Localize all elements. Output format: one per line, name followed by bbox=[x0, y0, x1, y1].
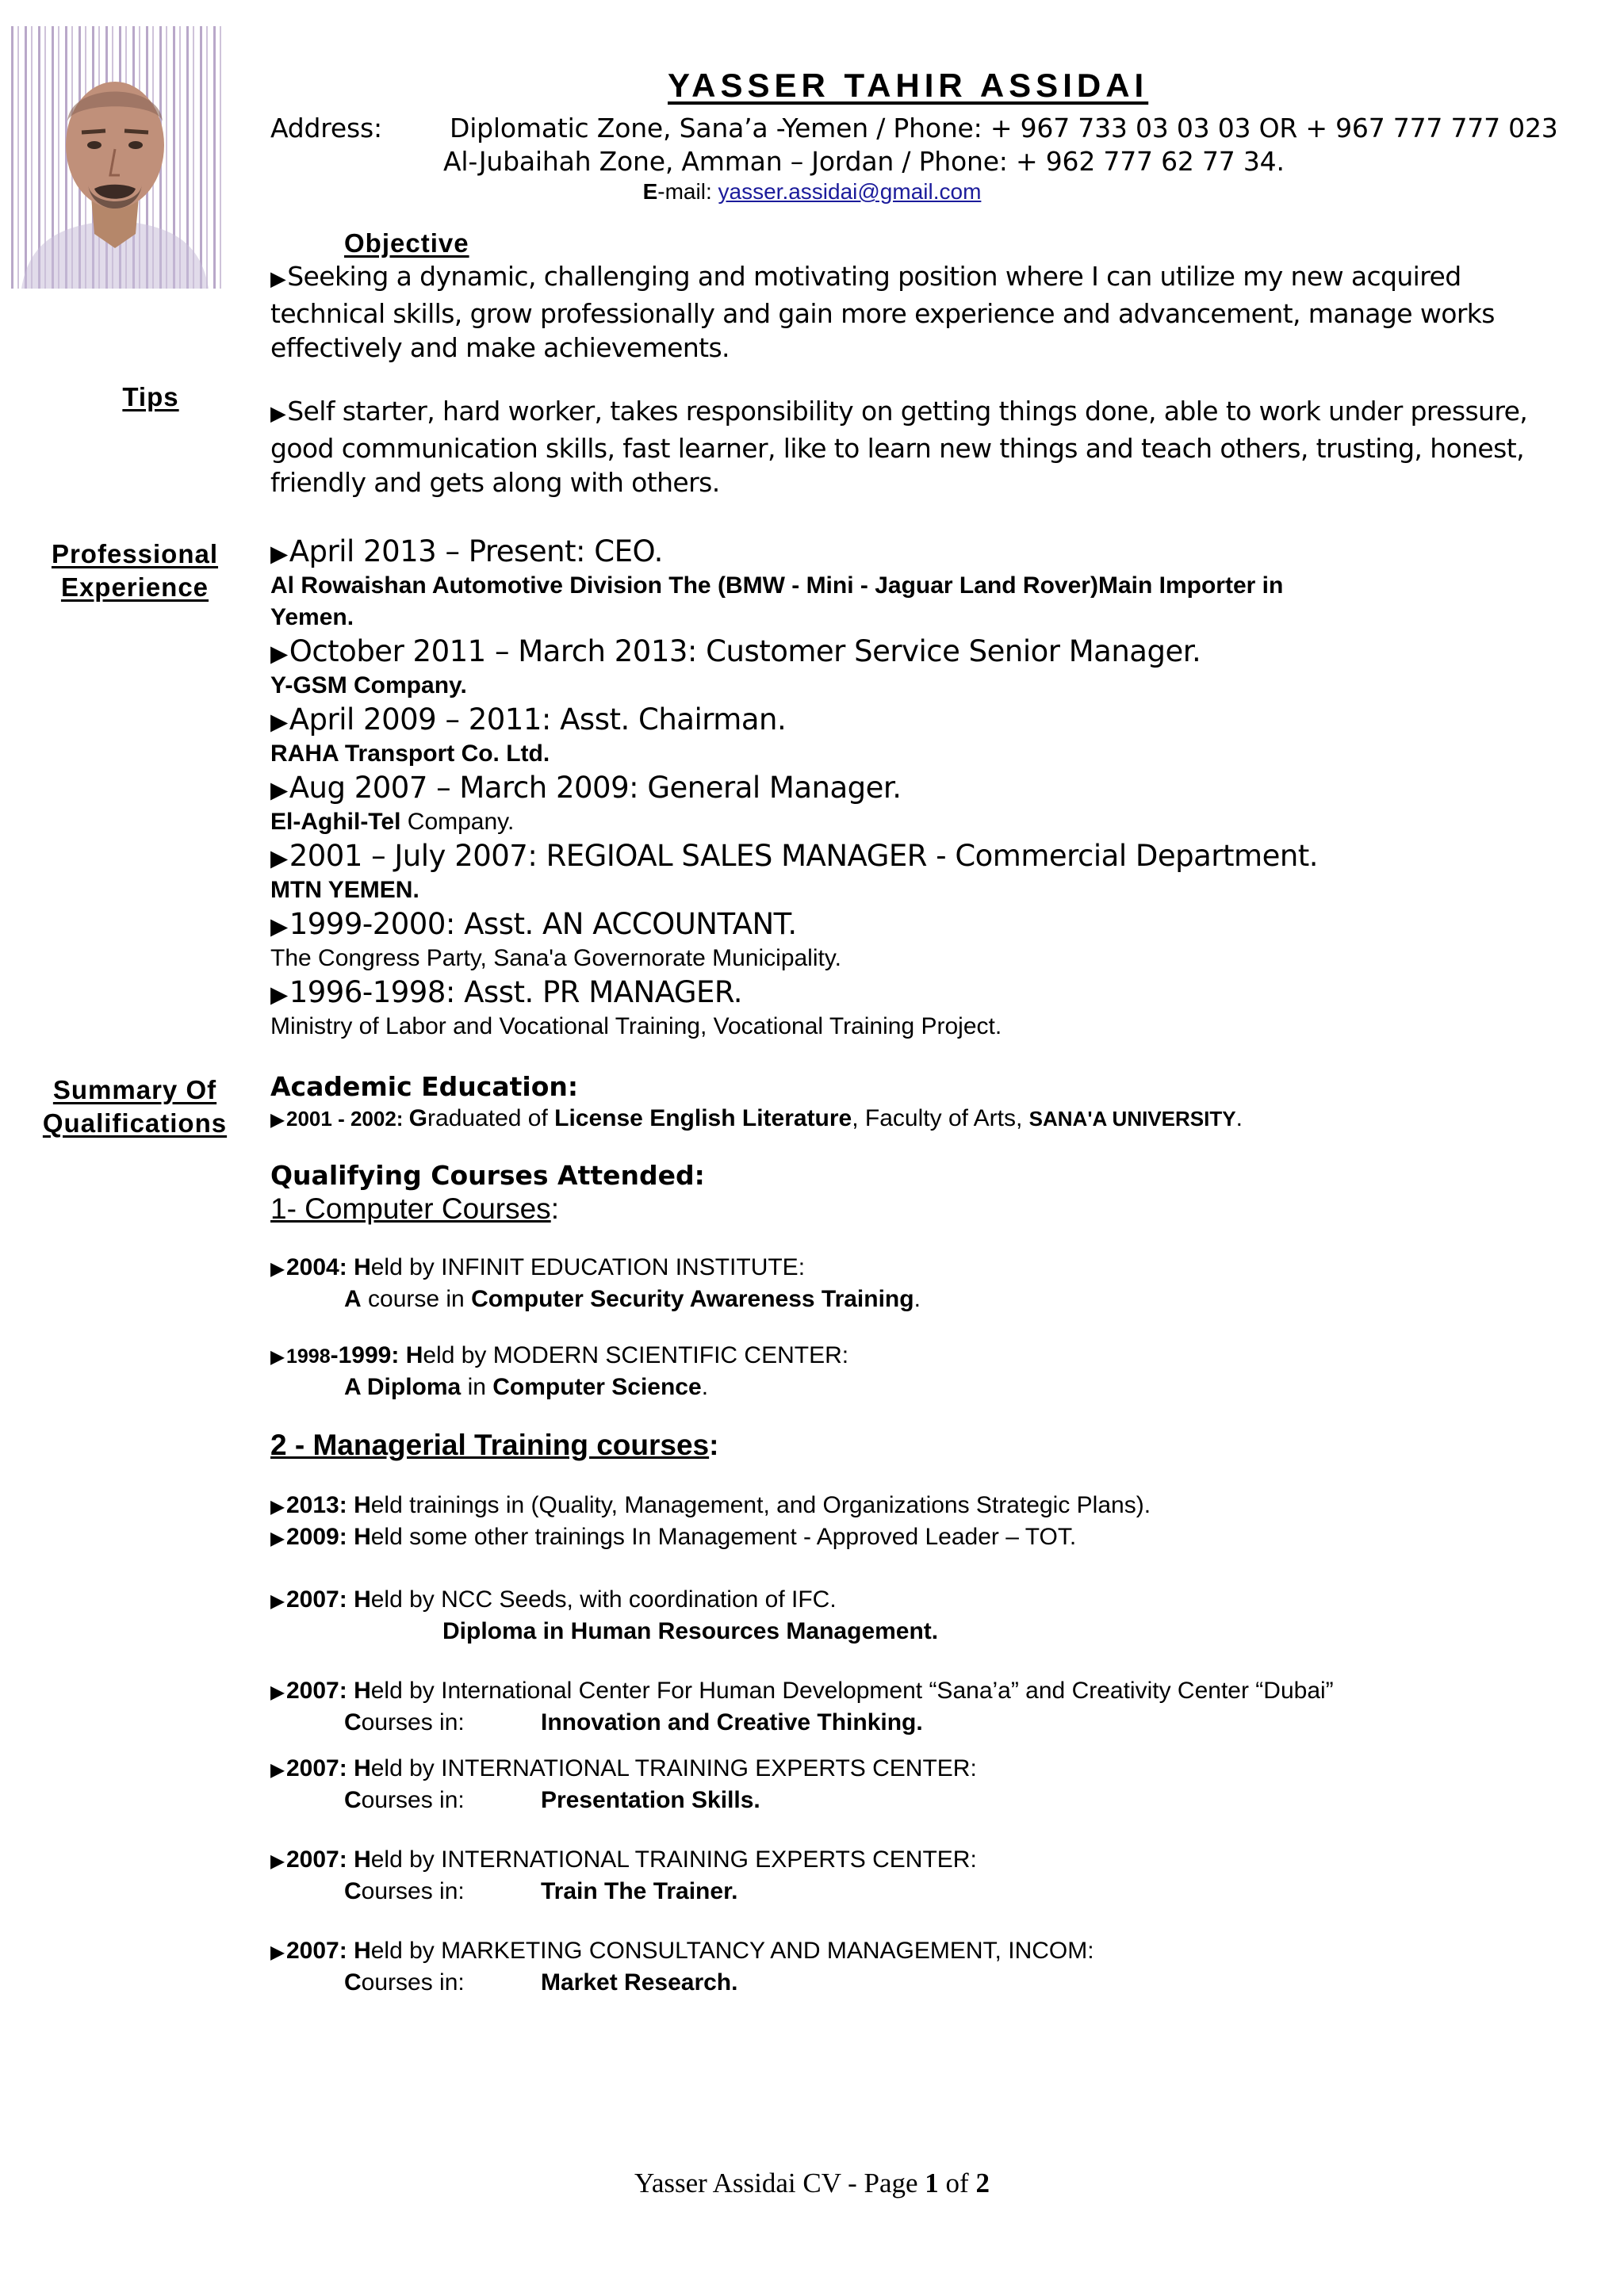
training-course-name: Innovation and Creative Thinking. bbox=[541, 1709, 923, 1735]
triangle-bullet-icon: ▶ bbox=[270, 844, 288, 871]
course-provider: eld by INFINIT EDUCATION INSTITUTE: bbox=[370, 1254, 806, 1280]
training-course-name: Train The Trainer. bbox=[541, 1878, 738, 1904]
courses-heading: Qualifying Courses Attended: bbox=[270, 1160, 705, 1191]
email-label: -mail: bbox=[657, 179, 718, 204]
triangle-bullet-icon: ▶ bbox=[270, 267, 286, 291]
job-role-text: 2001 – July 2007: REGIOAL SALES MANAGER - Commercial Department. bbox=[289, 839, 1319, 873]
tips-text bbox=[270, 394, 1555, 499]
training-courses-label bbox=[344, 1709, 465, 1736]
job-role-text: April 2009 – 2011: Asst. Chairman. bbox=[289, 702, 787, 737]
job-role bbox=[270, 534, 663, 568]
training-courses-label bbox=[344, 1878, 465, 1905]
footer-page-number: 1 bbox=[925, 2168, 939, 2198]
job-company: RAHA Transport Co. Ltd. bbox=[270, 740, 550, 767]
triangle-bullet-icon: ▶ bbox=[270, 1942, 285, 1962]
course-year: 2004: bbox=[286, 1254, 354, 1280]
course-end: . bbox=[701, 1374, 709, 1400]
tips-heading: Tips bbox=[122, 382, 179, 411]
training-description: eld by INTERNATIONAL TRAINING EXPERTS CENTER: bbox=[370, 1755, 977, 1781]
training-label: ourses in: bbox=[361, 1878, 465, 1904]
profile-photo-figure bbox=[6, 26, 224, 289]
course-name: Computer Science bbox=[492, 1374, 702, 1400]
course-year: -1999: bbox=[330, 1342, 406, 1368]
job-company-name: El-Aghil-Tel bbox=[270, 809, 401, 835]
job-role-text: 1996-1998: Asst. PR MANAGER. bbox=[289, 975, 743, 1009]
job-role bbox=[270, 975, 742, 1009]
course-name: Computer Security Awareness Training bbox=[471, 1286, 914, 1312]
job-company: Al Rowaishan Automotive Division The (BMW - Mini - Jaguar Land Rover)Main Importer in bbox=[270, 572, 1284, 599]
training-entry bbox=[270, 1755, 977, 1782]
training-label: ourses in: bbox=[361, 1787, 465, 1813]
training-c: C bbox=[344, 1878, 362, 1904]
qualifications-heading-line1: Summary Of bbox=[52, 1075, 217, 1104]
training-h: H bbox=[354, 1586, 371, 1613]
training-c: C bbox=[344, 1969, 362, 1996]
course-entry bbox=[270, 1342, 848, 1369]
course-a: A Diploma bbox=[344, 1374, 462, 1400]
training-c: C bbox=[344, 1709, 362, 1735]
job-company bbox=[270, 806, 514, 838]
job-role bbox=[270, 634, 1201, 668]
academic-dot: . bbox=[1235, 1105, 1243, 1131]
email-link[interactable]: yasser.assidai@gmail.com bbox=[718, 179, 982, 204]
qualifications-heading bbox=[16, 1073, 254, 1140]
course-mid: course in bbox=[361, 1286, 472, 1312]
job-role-text: Aug 2007 – March 2009: General Manager. bbox=[289, 771, 902, 805]
training-detail: Diploma in Human Resources Management. bbox=[442, 1618, 939, 1644]
course-detail bbox=[344, 1374, 708, 1401]
training-entry bbox=[270, 1846, 977, 1873]
academic-entry bbox=[270, 1105, 1243, 1132]
academic-text-2: , Faculty of Arts, bbox=[852, 1105, 1029, 1131]
training-year: 2007: bbox=[286, 1938, 354, 1964]
training-label: ourses in: bbox=[361, 1709, 465, 1735]
training-year: 2007: bbox=[286, 1755, 354, 1781]
triangle-bullet-icon: ▶ bbox=[270, 1346, 285, 1367]
tips-body: Self starter, hard worker, takes responsibility on getting things done, able to work under pressure, good communication skills, fast learner, like to learn new things and teach others, trusting, honest, friendly and gets along with others. bbox=[270, 396, 1528, 498]
course-detail bbox=[344, 1286, 921, 1313]
address-label: Address: bbox=[270, 113, 382, 144]
training-h: H bbox=[354, 1755, 371, 1781]
training-entry bbox=[270, 1938, 1094, 1965]
training-h: H bbox=[354, 1492, 371, 1518]
job-company-continued: Yemen. bbox=[270, 604, 354, 630]
course-end: . bbox=[914, 1286, 921, 1312]
candidate-name: YASSER TAHIR ASSIDAI bbox=[668, 67, 1149, 104]
course-mid: in bbox=[461, 1374, 493, 1400]
training-description: eld trainings in (Quality, Management, and Organizations Strategic Plans). bbox=[370, 1492, 1151, 1518]
academic-heading-colon: : bbox=[567, 1071, 579, 1102]
triangle-bullet-icon: ▶ bbox=[270, 776, 288, 803]
email-e: E bbox=[642, 179, 658, 204]
job-role-text: 1999-2000: Asst. AN ACCOUNTANT. bbox=[289, 907, 797, 941]
training-h: H bbox=[354, 1938, 371, 1964]
academic-g: G bbox=[408, 1105, 428, 1131]
training-year: 2007: bbox=[286, 1846, 354, 1873]
job-role bbox=[270, 702, 786, 737]
academic-heading bbox=[270, 1071, 578, 1102]
triangle-bullet-icon: ▶ bbox=[270, 640, 288, 667]
email-row bbox=[0, 179, 1624, 205]
training-courses-label bbox=[344, 1969, 465, 1996]
training-h: H bbox=[354, 1524, 371, 1550]
triangle-bullet-icon: ▶ bbox=[270, 981, 288, 1008]
job-role-text: April 2013 – Present: CEO. bbox=[289, 534, 663, 568]
footer-of: of bbox=[938, 2168, 976, 2198]
training-description: eld by INTERNATIONAL TRAINING EXPERTS CENTER: bbox=[370, 1846, 977, 1873]
address-line-2: Al-Jubaihah Zone, Amman – Jordan / Phone: + 962 777 62 77 34. bbox=[443, 146, 1285, 177]
training-year: 2007: bbox=[286, 1586, 354, 1613]
page-footer bbox=[0, 2168, 1624, 2199]
training-year: 2007: bbox=[286, 1678, 354, 1704]
job-role bbox=[270, 839, 1318, 873]
academic-license: License English Literature bbox=[554, 1105, 852, 1131]
triangle-bullet-icon: ▶ bbox=[270, 1258, 285, 1279]
course-provider: eld by MODERN SCIENTIFIC CENTER: bbox=[423, 1342, 849, 1368]
triangle-bullet-icon: ▶ bbox=[270, 1759, 285, 1780]
triangle-bullet-icon: ▶ bbox=[270, 1850, 285, 1871]
triangle-bullet-icon: ▶ bbox=[270, 402, 286, 426]
academic-heading-text: Academic Education bbox=[270, 1071, 568, 1102]
experience-heading-line1: Professional bbox=[51, 539, 219, 568]
qualifications-heading-line2: Qualifications bbox=[42, 1108, 228, 1138]
job-company: Ministry of Labor and Vocational Training, Vocational Training Project. bbox=[270, 1013, 1002, 1039]
training-label: ourses in: bbox=[361, 1969, 465, 1996]
computer-courses-heading: 1- Computer Courses: bbox=[270, 1192, 559, 1225]
footer-total-pages: 2 bbox=[975, 2168, 990, 2198]
computer-courses-heading-text: 1- Computer Courses bbox=[270, 1192, 551, 1225]
job-role bbox=[270, 907, 797, 941]
training-entry bbox=[270, 1524, 1076, 1551]
training-course-name: Market Research. bbox=[541, 1969, 738, 1996]
training-year: 2013: bbox=[286, 1492, 354, 1518]
training-description: eld by International Center For Human Development “Sana’a” and Creativity Center “Dubai” bbox=[370, 1678, 1334, 1704]
experience-heading-line2: Experience bbox=[60, 572, 209, 602]
academic-university: SANA'A UNIVERSITY bbox=[1028, 1107, 1236, 1131]
training-description: eld some other trainings In Management - Approved Leader – TOT. bbox=[370, 1524, 1077, 1550]
experience-heading bbox=[16, 538, 254, 604]
job-company-suffix: Company. bbox=[400, 809, 515, 835]
triangle-bullet-icon: ▶ bbox=[270, 540, 288, 567]
training-h: H bbox=[354, 1678, 371, 1704]
academic-years: 2001 - 2002: bbox=[286, 1107, 409, 1131]
course-year-small: 1998 bbox=[286, 1345, 331, 1368]
triangle-bullet-icon: ▶ bbox=[270, 1590, 285, 1611]
triangle-bullet-icon: ▶ bbox=[270, 913, 288, 939]
job-company: MTN YEMEN. bbox=[270, 877, 419, 903]
course-entry bbox=[270, 1254, 805, 1281]
academic-text-1: raduated of bbox=[427, 1105, 555, 1131]
managerial-courses-heading-text: 2 - Managerial Training courses bbox=[270, 1429, 710, 1461]
job-role bbox=[270, 771, 901, 805]
job-company: The Congress Party, Sana'a Governorate Municipality. bbox=[270, 945, 841, 971]
training-c: C bbox=[344, 1787, 362, 1813]
profile-photo bbox=[6, 26, 224, 289]
job-role-text: October 2011 – March 2013: Customer Service Senior Manager. bbox=[289, 634, 1201, 668]
triangle-bullet-icon: ▶ bbox=[270, 708, 288, 735]
objective-heading: Objective bbox=[344, 228, 469, 258]
training-entry bbox=[270, 1492, 1151, 1519]
training-description: eld by MARKETING CONSULTANCY AND MANAGEMENT, INCOM: bbox=[370, 1938, 1094, 1964]
course-a: A bbox=[344, 1286, 362, 1312]
managerial-courses-heading bbox=[270, 1429, 718, 1462]
objective-text bbox=[270, 259, 1555, 365]
job-company: Y-GSM Company. bbox=[270, 672, 467, 698]
triangle-bullet-icon: ▶ bbox=[270, 1528, 285, 1548]
training-h: H bbox=[354, 1846, 371, 1873]
course-h: H bbox=[405, 1342, 423, 1368]
triangle-bullet-icon: ▶ bbox=[270, 1496, 285, 1517]
address-line-1: Diplomatic Zone, Sana’a -Yemen / Phone: + 967 733 03 03 03 OR + 967 777 777 023 bbox=[450, 113, 1558, 144]
course-h: H bbox=[354, 1254, 371, 1280]
training-year: 2009: bbox=[286, 1524, 354, 1550]
managerial-courses-colon: : bbox=[709, 1429, 719, 1461]
footer-prefix: Yasser Assidai CV - Page bbox=[634, 2168, 925, 2198]
triangle-bullet-icon: ▶ bbox=[270, 1109, 285, 1130]
training-courses-label bbox=[344, 1787, 465, 1814]
training-entry bbox=[270, 1586, 837, 1613]
training-description: eld by NCC Seeds, with coordination of IFC. bbox=[370, 1586, 837, 1613]
triangle-bullet-icon: ▶ bbox=[270, 1682, 285, 1702]
training-course-name: Presentation Skills. bbox=[541, 1787, 760, 1813]
training-entry bbox=[270, 1678, 1334, 1705]
objective-body: Seeking a dynamic, challenging and motivating position where I can utilize my new acquired technical skills, grow professionally and gain more experience and advancement, manage works effectively and make achievements. bbox=[270, 261, 1495, 363]
